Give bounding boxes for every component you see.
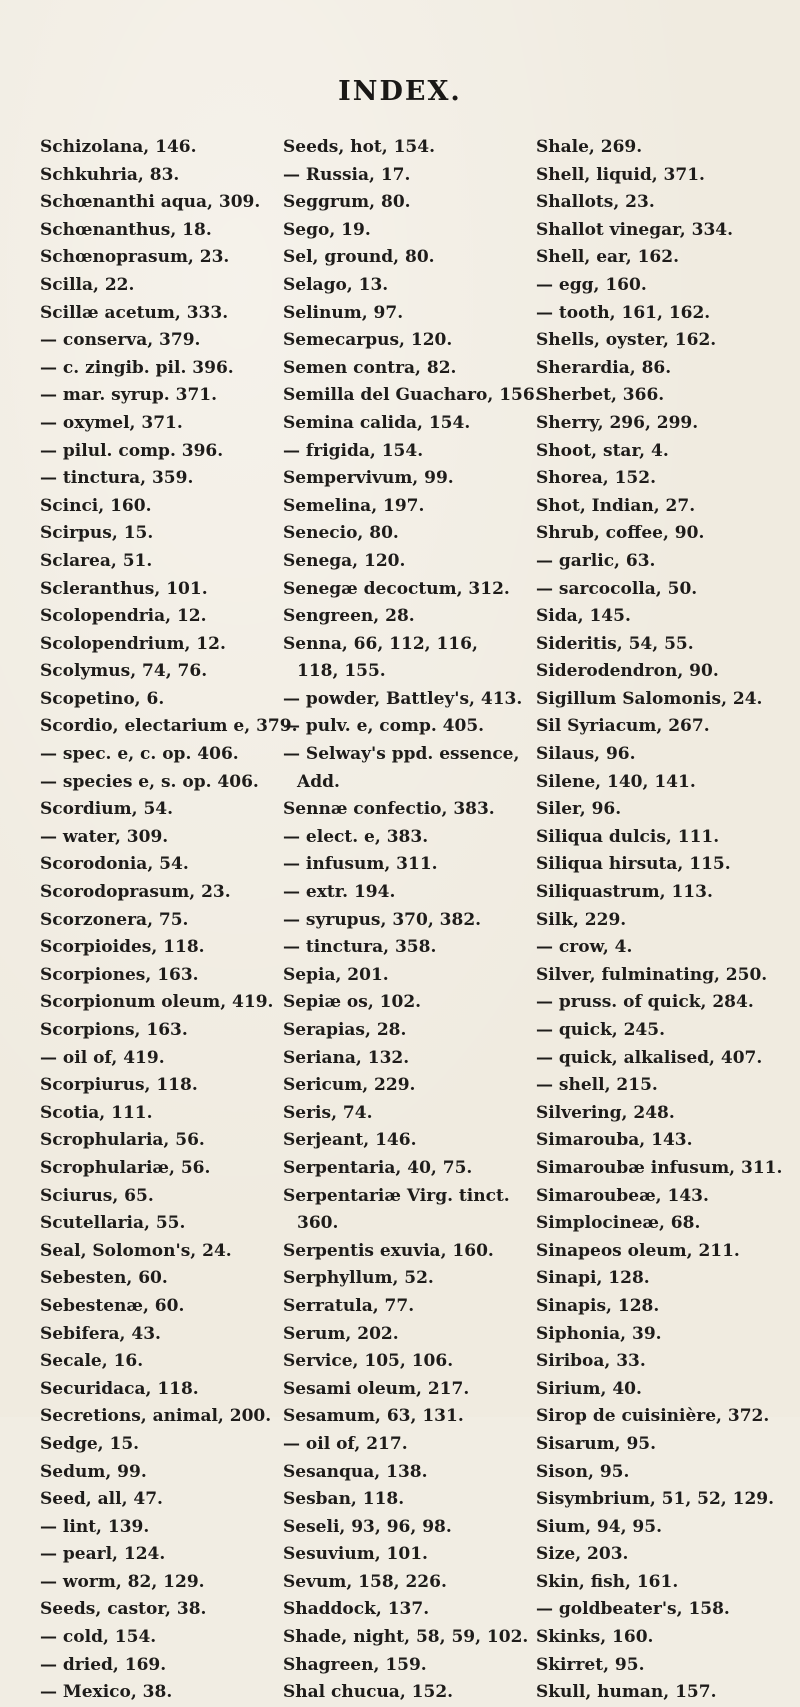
index-entry: Serpentariæ Virg. tinct. bbox=[283, 1185, 510, 1206]
index-entry: Add. bbox=[297, 771, 340, 792]
index-entry: Sebestenæ, 60. bbox=[40, 1295, 185, 1316]
index-entry: Sepiæ os, 102. bbox=[283, 992, 422, 1013]
index-column-3 bbox=[536, 134, 798, 1707]
index-entry: Semecarpus, 120. bbox=[283, 330, 453, 351]
index-entry: Schœnanthi aqua, 309. bbox=[40, 192, 261, 213]
index-entry: Sevum, 158, 226. bbox=[283, 1571, 447, 1592]
index-entry: Seseli, 93, 96, 98. bbox=[283, 1516, 452, 1537]
index-entry: Shells, oyster, 162. bbox=[536, 330, 717, 351]
index-entry: Siliqua dulcis, 111. bbox=[536, 826, 720, 847]
index-entry: Senna, 66, 112, 116, bbox=[283, 633, 478, 654]
index-entry: Sirium, 40. bbox=[536, 1378, 642, 1399]
index-entry: — pruss. of quick, 284. bbox=[536, 992, 754, 1013]
index-entry: Skinks, 160. bbox=[536, 1627, 654, 1648]
index-entry: — quick, alkalised, 407. bbox=[536, 1047, 763, 1068]
index-entry: Schizolana, 146. bbox=[40, 137, 197, 157]
index-entry: — crow, 4. bbox=[536, 937, 633, 958]
index-entry: Scilla, 22. bbox=[40, 274, 135, 295]
index-entry: Silaus, 96. bbox=[536, 744, 636, 765]
index-entry: — species e, s. op. 406. bbox=[40, 771, 259, 792]
index-entry: Secale, 16. bbox=[40, 1351, 144, 1372]
index-entry: Simaroubæ infusum, 311. bbox=[536, 1157, 783, 1178]
index-entry: — sarcocolla, 50. bbox=[536, 578, 698, 599]
index-entry: Sinapeos oleum, 211. bbox=[536, 1240, 740, 1261]
index-entry: — spec. e, c. op. 406. bbox=[40, 744, 239, 765]
index-entry: Serphyllum, 52. bbox=[283, 1268, 434, 1289]
index-entry: Silk, 229. bbox=[536, 909, 627, 930]
index-entry: Sison, 95. bbox=[536, 1461, 630, 1482]
index-entry: — extr. 194. bbox=[283, 882, 396, 903]
index-entry: Sesamum, 63, 131. bbox=[283, 1406, 464, 1427]
index-entry: Scordium, 54. bbox=[40, 799, 174, 820]
index-entry: Semina calida, 154. bbox=[283, 412, 471, 433]
index-entry: Scutellaria, 55. bbox=[40, 1213, 186, 1234]
index-entry: — infusum, 311. bbox=[283, 854, 438, 875]
index-entry: Selago, 13. bbox=[283, 274, 389, 295]
index-entry: Shorea, 152. bbox=[536, 468, 657, 489]
index-entry: Sel, ground, 80. bbox=[283, 247, 435, 268]
index-entry: Secretions, animal, 200. bbox=[40, 1406, 272, 1427]
index-entry: Sinapis, 128. bbox=[536, 1295, 660, 1316]
index-entry: Scotia, 111. bbox=[40, 1102, 153, 1123]
index-entry: Schœnoprasum, 23. bbox=[40, 247, 230, 268]
index-entry: Siphonia, 39. bbox=[536, 1323, 662, 1344]
index-entry: — conserva, 379. bbox=[40, 330, 201, 351]
index-entry: Selinum, 97. bbox=[283, 302, 404, 323]
index-entry: — pulv. e, comp. 405. bbox=[283, 716, 485, 737]
index-entry: Sida, 145. bbox=[536, 606, 631, 627]
index-entry: Shell, ear, 162. bbox=[536, 247, 679, 268]
index-entry: Sesanqua, 138. bbox=[283, 1461, 428, 1482]
index-entry: Seeds, castor, 38. bbox=[40, 1599, 207, 1620]
index-entry: — powder, Battley's, 413. bbox=[283, 688, 523, 709]
index-entry: Senecio, 80. bbox=[283, 523, 399, 544]
index-entry: Sirop de cuisinière, 372. bbox=[536, 1406, 770, 1427]
index-entry: Shaddock, 137. bbox=[283, 1599, 430, 1620]
index-entry: Sil Syriacum, 267. bbox=[536, 716, 710, 737]
index-entry: Semen contra, 82. bbox=[283, 357, 457, 378]
index-entry: Siriboa, 33. bbox=[536, 1351, 646, 1372]
index-entry: Sisymbrium, 51, 52, 129. bbox=[536, 1489, 775, 1510]
index-entry: Shagreen, 159. bbox=[283, 1654, 427, 1675]
index-entry: Sideritis, 54, 55. bbox=[536, 633, 694, 654]
index-entry: — tinctura, 359. bbox=[40, 468, 194, 489]
index-entry: Sericum, 229. bbox=[283, 1075, 416, 1096]
index-entry: Scorpionum oleum, 419. bbox=[40, 992, 274, 1013]
index-entry: Scillæ acetum, 333. bbox=[40, 302, 229, 323]
index-entry: — tinctura, 358. bbox=[283, 937, 437, 958]
index-entry: Shell, liquid, 371. bbox=[536, 164, 705, 185]
page-title: INDEX. bbox=[338, 76, 462, 107]
index-entry: — garlic, 63. bbox=[536, 550, 656, 571]
index-entry: — oxymel, 371. bbox=[40, 412, 183, 433]
index-entry: — pilul. comp. 396. bbox=[40, 440, 224, 461]
index-entry: Silvering, 248. bbox=[536, 1102, 675, 1123]
index-entry: Scorodonia, 54. bbox=[40, 854, 189, 875]
index-entry: — water, 309. bbox=[40, 826, 169, 847]
index-entry: Serapias, 28. bbox=[283, 1020, 407, 1040]
index-entry: Shoot, star, 4. bbox=[536, 440, 669, 461]
index-entry: Shallot vinegar, 334. bbox=[536, 219, 734, 240]
index-column-2 bbox=[283, 134, 541, 1707]
index-entry: Sempervivum, 99. bbox=[283, 468, 454, 489]
index-entry: Siler, 96. bbox=[536, 799, 622, 820]
index-entry: — lint, 139. bbox=[40, 1516, 150, 1537]
index-entry: Shale, 269. bbox=[536, 137, 643, 157]
index-entry: Scorzonera, 75. bbox=[40, 909, 189, 930]
index-entry: Scordio, electarium e, 379. bbox=[40, 716, 298, 737]
index-entry: Shallots, 23. bbox=[536, 192, 655, 213]
index-entry: Siderodendron, 90. bbox=[536, 661, 719, 682]
index-entry: — egg, 160. bbox=[536, 274, 647, 295]
index-entry: Skirret, 95. bbox=[536, 1654, 645, 1675]
index-entry: Sesuvium, 101. bbox=[283, 1544, 428, 1565]
index-entry: Sennæ confectio, 383. bbox=[283, 799, 495, 820]
index-entry: — worm, 82, 129. bbox=[40, 1571, 205, 1592]
index-entry: 118, 155. bbox=[297, 661, 386, 682]
index-entry: — mar. syrup. 371. bbox=[40, 385, 218, 406]
index-entry: Serpentis exuvia, 160. bbox=[283, 1240, 494, 1261]
index-entry: — shell, 215. bbox=[536, 1075, 658, 1096]
index-entry: Sebesten, 60. bbox=[40, 1268, 168, 1289]
index-entry: Serratula, 77. bbox=[283, 1295, 415, 1316]
index-entry: Seeds, hot, 154. bbox=[283, 137, 435, 157]
index-column-1 bbox=[40, 134, 298, 1707]
index-entry: Sinapi, 128. bbox=[536, 1268, 650, 1289]
index-entry: Shade, night, 58, 59, 102. bbox=[283, 1627, 529, 1648]
index-entry: Senegæ decoctum, 312. bbox=[283, 578, 510, 599]
index-entry: — tooth, 161, 162. bbox=[536, 302, 711, 323]
index-entry: — syrupus, 370, 382. bbox=[283, 909, 482, 930]
index-entry: Seriana, 132. bbox=[283, 1047, 410, 1068]
index-entry: Shal chucua, 152. bbox=[283, 1682, 454, 1703]
index-entry: Siliquastrum, 113. bbox=[536, 882, 713, 903]
index-entry: Size, 203. bbox=[536, 1544, 629, 1565]
index-entry: — elect. e, 383. bbox=[283, 826, 429, 847]
index-entry: Silver, fulminating, 250. bbox=[536, 964, 768, 985]
index-entry: Scirpus, 15. bbox=[40, 523, 154, 544]
index-entry: Scorodoprasum, 23. bbox=[40, 882, 231, 903]
index-entry: Scrophulariæ, 56. bbox=[40, 1157, 211, 1178]
index-entry: Siliqua hirsuta, 115. bbox=[536, 854, 731, 875]
index-entry: Sium, 94, 95. bbox=[536, 1516, 662, 1537]
index-entry: — Mexico, 38. bbox=[40, 1682, 173, 1703]
index-entry: Sciurus, 65. bbox=[40, 1185, 154, 1206]
index-entry: Sengreen, 28. bbox=[283, 606, 415, 627]
index-entry: — dried, 169. bbox=[40, 1654, 167, 1675]
index-entry: Seed, all, 47. bbox=[40, 1489, 163, 1510]
index-entry: Sclarea, 51. bbox=[40, 550, 153, 571]
index-entry: Senega, 120. bbox=[283, 550, 406, 571]
index-entry: Sebifera, 43. bbox=[40, 1323, 161, 1344]
index-entry: Scopetino, 6. bbox=[40, 688, 165, 709]
index-entry: Sesban, 118. bbox=[283, 1489, 405, 1510]
index-entry: Simarouba, 143. bbox=[536, 1130, 693, 1151]
index-entry: Scorpions, 163. bbox=[40, 1020, 188, 1040]
index-entry: Sepia, 201. bbox=[283, 964, 389, 985]
index-entry: — c. zingib. pil. 396. bbox=[40, 357, 234, 378]
index-entry: 360. bbox=[297, 1213, 339, 1234]
index-entry: Silene, 140, 141. bbox=[536, 771, 696, 792]
index-entry: Scrophularia, 56. bbox=[40, 1130, 205, 1151]
index-entry: Service, 105, 106. bbox=[283, 1351, 454, 1372]
index-entry: — pearl, 124. bbox=[40, 1544, 166, 1565]
index-entry: Semilla del Guacharo, 156. bbox=[283, 385, 541, 406]
index-entry: Scolymus, 74, 76. bbox=[40, 661, 208, 682]
index-entry: Securidaca, 118. bbox=[40, 1378, 199, 1399]
index-entry: — Russia, 17. bbox=[283, 164, 411, 185]
index-entry: Scorpioides, 118. bbox=[40, 937, 205, 958]
index-entry: Scolopendria, 12. bbox=[40, 606, 207, 627]
index-entry: Seggrum, 80. bbox=[283, 192, 411, 213]
index-entry: Shot, Indian, 27. bbox=[536, 495, 696, 516]
index-entry: Sisarum, 95. bbox=[536, 1433, 657, 1454]
index-entry: Semelina, 197. bbox=[283, 495, 425, 516]
index-entry: — cold, 154. bbox=[40, 1627, 157, 1648]
index-entry: Scolopendrium, 12. bbox=[40, 633, 226, 654]
index-entry: Simplocineæ, 68. bbox=[536, 1213, 701, 1234]
index-entry: Scleranthus, 101. bbox=[40, 578, 208, 599]
index-entry: Serpentaria, 40, 75. bbox=[283, 1157, 473, 1178]
index-entry: — goldbeater's, 158. bbox=[536, 1599, 730, 1620]
index-entry: Simaroubeæ, 143. bbox=[536, 1185, 709, 1206]
index-entry: Sedge, 15. bbox=[40, 1433, 140, 1454]
index-entry: — Selway's ppd. essence, bbox=[283, 744, 520, 765]
index-entry: Serum, 202. bbox=[283, 1323, 399, 1344]
index-entry: — frigida, 154. bbox=[283, 440, 424, 461]
index-entry: Scorpiones, 163. bbox=[40, 964, 199, 985]
index-entry: Sigillum Salomonis, 24. bbox=[536, 688, 763, 709]
index-entry: Scorpiurus, 118. bbox=[40, 1075, 198, 1096]
index-entry: Serjeant, 146. bbox=[283, 1130, 417, 1151]
index-entry: Skull, human, 157. bbox=[536, 1682, 717, 1703]
index-entry: — quick, 245. bbox=[536, 1020, 665, 1040]
index-entry: Sesami oleum, 217. bbox=[283, 1378, 470, 1399]
index-entry: — oil of, 419. bbox=[40, 1047, 165, 1068]
index-entry: Sherbet, 366. bbox=[536, 385, 665, 406]
index-entry: Schœnanthus, 18. bbox=[40, 219, 212, 240]
index-entry: Schkuhria, 83. bbox=[40, 164, 180, 185]
index-entry: Seal, Solomon's, 24. bbox=[40, 1240, 232, 1261]
index-entry: Skin, fish, 161. bbox=[536, 1571, 679, 1592]
index-entry: Shrub, coffee, 90. bbox=[536, 523, 705, 544]
index-entry: Sego, 19. bbox=[283, 219, 371, 240]
index-entry: Scinci, 160. bbox=[40, 495, 152, 516]
index-entry: — oil of, 217. bbox=[283, 1433, 408, 1454]
index-entry: Sherry, 296, 299. bbox=[536, 412, 699, 433]
index-entry: Sedum, 99. bbox=[40, 1461, 147, 1482]
index-entry: Sherardia, 86. bbox=[536, 357, 672, 378]
index-entry: Seris, 74. bbox=[283, 1102, 373, 1123]
